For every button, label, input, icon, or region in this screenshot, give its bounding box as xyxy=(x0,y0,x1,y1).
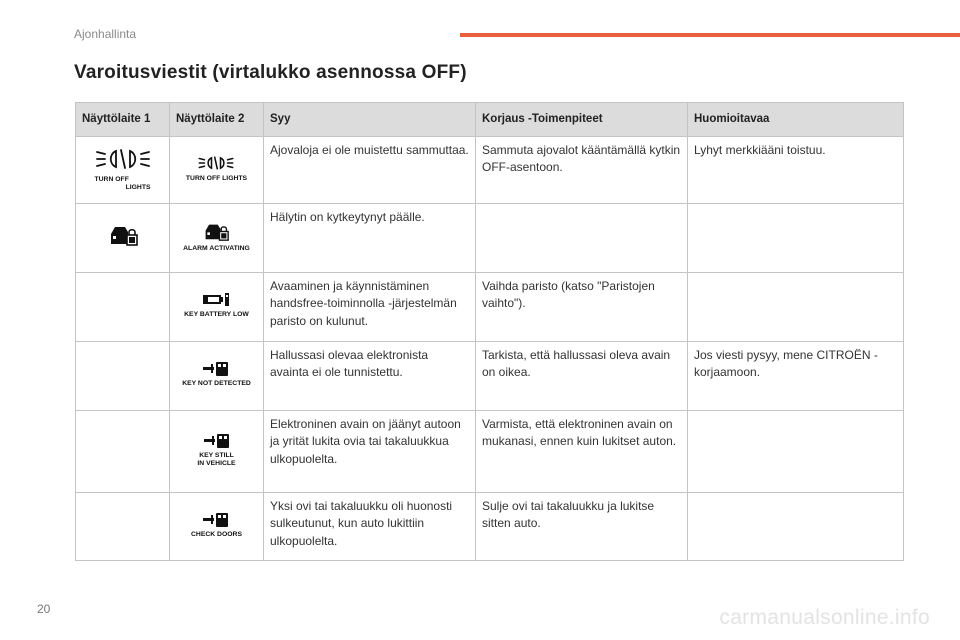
lights-icon xyxy=(95,145,151,173)
action-cell: Vaihda paristo (katso "Paristojen vaihto"). xyxy=(476,273,688,342)
warning-table xyxy=(75,102,904,561)
cause-cell: Elektroninen avain on jäänyt autoon ja yrität lukita ovia tai takaluukkua ulkopuolelta. xyxy=(264,411,476,493)
display2-cell xyxy=(170,137,264,204)
table-header-row xyxy=(76,103,904,137)
display1-cell xyxy=(76,273,170,342)
note-cell xyxy=(688,273,904,342)
display2-cell xyxy=(170,342,264,411)
table-row xyxy=(76,493,904,561)
display-label: IN VEHICLE xyxy=(197,459,236,467)
display2-cell xyxy=(170,411,264,493)
display-label: TURN OFF xyxy=(94,176,129,184)
action-cell xyxy=(476,204,688,273)
display-label: CHECK DOORS xyxy=(191,530,242,538)
key-battery-icon xyxy=(202,292,230,308)
column-header: Näyttölaite 2 xyxy=(170,103,264,137)
key-fob-icon xyxy=(203,433,231,449)
cause-cell: Hälytin on kytkeytynyt päälle. xyxy=(264,204,476,273)
display-label: LIGHTS xyxy=(125,184,151,192)
display1-cell xyxy=(76,137,170,204)
display-label: KEY STILL xyxy=(199,451,234,459)
display2-cell xyxy=(170,493,264,561)
key-fob-icon xyxy=(202,512,230,528)
lights-icon xyxy=(198,154,234,172)
cause-cell: Yksi ovi tai takaluukku oli huonosti sulkeutunut, kun auto lukittiin ulkopuolelta. xyxy=(264,493,476,561)
display2-cell xyxy=(170,204,264,273)
action-cell: Sulje ovi tai takaluukku ja lukitse sitten auto. xyxy=(476,493,688,561)
note-cell xyxy=(688,493,904,561)
display1-cell xyxy=(76,411,170,493)
column-header: Huomioitavaa xyxy=(688,103,904,137)
column-header: Korjaus -Toimenpiteet xyxy=(476,103,688,137)
section-rule xyxy=(460,33,960,37)
display1-cell xyxy=(76,204,170,273)
action-cell: Sammuta ajovalot kääntämällä kytkin OFF-asentoon. xyxy=(476,137,688,204)
display2-cell xyxy=(170,273,264,342)
column-header: Syy xyxy=(264,103,476,137)
note-cell xyxy=(688,204,904,273)
display1-cell xyxy=(76,342,170,411)
page-title: Varoitusviestit (virtalukko asennossa OFF) xyxy=(74,62,467,83)
car-alarm-icon xyxy=(108,223,138,247)
table-row xyxy=(76,342,904,411)
display-label: KEY BATTERY LOW xyxy=(184,311,249,319)
cause-cell: Ajovaloja ei ole muistettu sammuttaa. xyxy=(264,137,476,204)
note-cell: Jos viesti pysyy, mene CITROËN -korjaamoon. xyxy=(688,342,904,411)
note-cell: Lyhyt merkkiääni toistuu. xyxy=(688,137,904,204)
display-label: KEY NOT DETECTED xyxy=(182,380,251,388)
table-row xyxy=(76,204,904,273)
table-row xyxy=(76,411,904,493)
action-cell: Varmista, että elektroninen avain on mukanasi, ennen kuin lukitset auton. xyxy=(476,411,688,493)
display1-cell xyxy=(76,493,170,561)
table-row xyxy=(76,137,904,204)
watermark: carmanualsonline.info xyxy=(719,606,930,629)
action-cell: Tarkista, että hallussasi oleva avain on oikea. xyxy=(476,342,688,411)
cause-cell: Hallussasi olevaa elektronista avainta ei ole tunnistettu. xyxy=(264,342,476,411)
table-row xyxy=(76,273,904,342)
display-label: TURN OFF LIGHTS xyxy=(185,175,248,183)
car-alarm-icon xyxy=(203,221,229,242)
note-cell xyxy=(688,411,904,493)
column-header: Näyttölaite 1 xyxy=(76,103,170,137)
page-number: 20 xyxy=(37,602,51,616)
section-label: Ajonhallinta xyxy=(74,27,137,41)
key-fob-icon xyxy=(202,361,230,377)
display-label: ALARM ACTIVATING xyxy=(183,244,250,252)
cause-cell: Avaaminen ja käynnistäminen handsfree-toiminnolla -järjestelmän paristo on kulunut. xyxy=(264,273,476,342)
